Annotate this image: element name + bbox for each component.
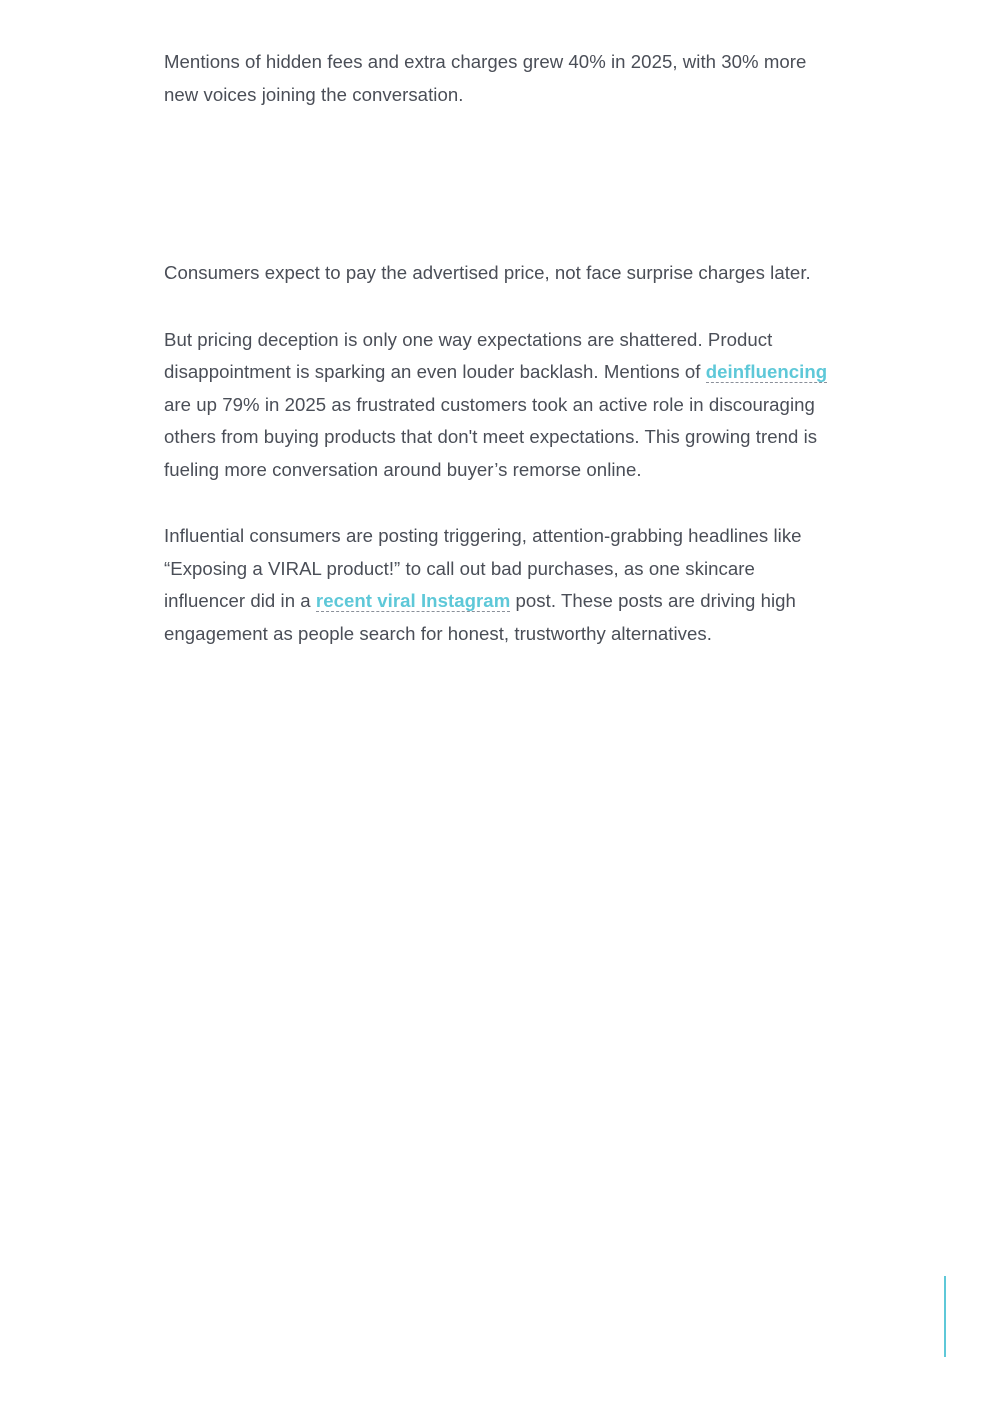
article-body [164,46,832,650]
paragraph-text: are up 79% in 2025 as frustrated customers took an active role in discouraging others from buying products that don't meet expectations. This growing trend is fueling more conversation around buyer’s remorse online. [164,393,818,480]
paragraph-influential-consumers [164,520,832,650]
accent-rule [944,1276,946,1357]
instagram-post-link[interactable]: recent viral Instagram [315,590,511,611]
deinfluencing-link[interactable]: deinfluencing [705,361,828,382]
content-spacer [164,111,832,257]
paragraph-deinfluencing [164,324,832,487]
paragraph-advertised-price: Consumers expect to pay the advertised price, not face surprise charges later. [164,262,811,283]
paragraph-text: But pricing deception is only one way expectations are shattered. Product disappointment is sparking an even louder backlash. Mentions of [164,328,773,382]
paragraph-hidden-fees: Mentions of hidden fees and extra charges grew 40% in 2025, with 30% more new voices joining the conversation. [164,51,807,105]
paragraph-text: post. These posts are driving high engagement as people search for honest, trustworthy alternatives. [164,590,796,644]
paragraph-text: Influential consumers are posting triggering, attention-grabbing headlines like “Exposing a VIRAL product!” to call out bad purchases, as one skincare influencer did in a [164,525,802,611]
